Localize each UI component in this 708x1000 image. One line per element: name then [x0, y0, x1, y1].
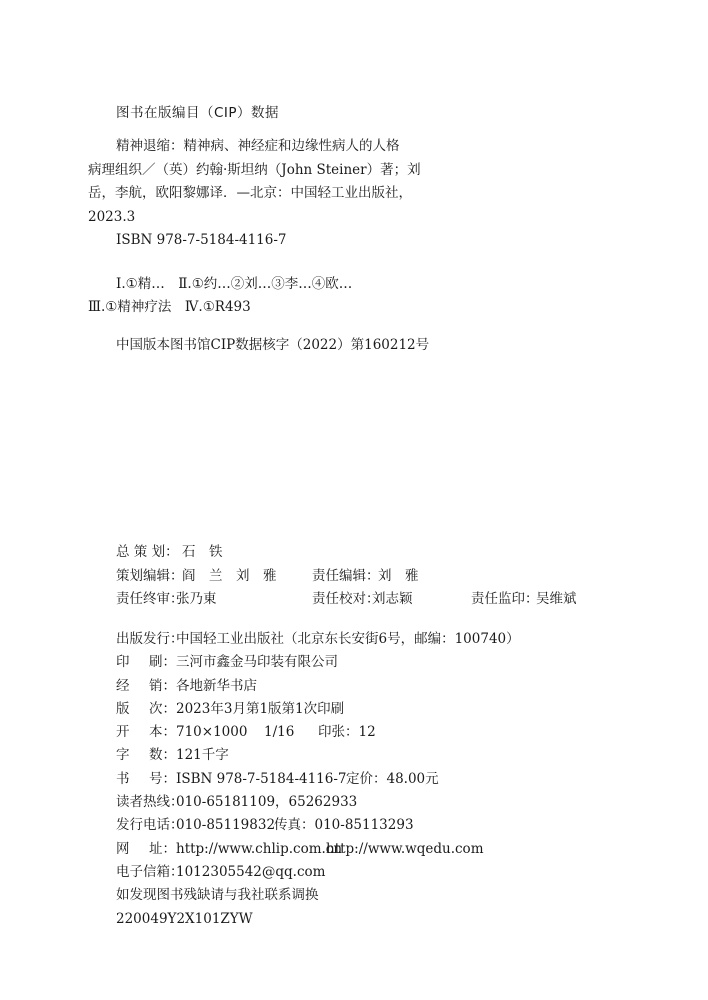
- publisher-label: 出版发行：: [116, 631, 184, 647]
- website-label: 网 址：: [116, 840, 176, 857]
- price-label: 定价：: [346, 770, 387, 787]
- cip-date: 2023.3: [88, 208, 136, 225]
- cip-classification-2: Ⅲ.①精神疗法 Ⅳ.①R493: [88, 299, 251, 315]
- proofread-label: 责任校对：: [312, 591, 380, 607]
- fax-label: 传真：: [274, 817, 315, 834]
- hotline-row: [116, 791, 520, 814]
- product-code: 220049Y2X101ZYW: [116, 910, 253, 927]
- price: 48.00元: [386, 770, 439, 787]
- chief-planner: 石 铁: [182, 544, 223, 560]
- distributor-label: 经 销：: [116, 677, 176, 694]
- cip-isbn: ISBN 978-7-5184-4116-7: [116, 232, 287, 248]
- hotline: 010-65181109，65262933: [176, 794, 358, 811]
- proofread: 刘志颖: [372, 591, 413, 607]
- cip-record: [88, 135, 421, 320]
- print-supervisor-label: 责任监印：: [471, 591, 539, 607]
- responsible-editor: 刘 雅: [378, 567, 419, 584]
- format-size: 710×1000: [176, 724, 248, 741]
- distributor: 各地新华书店: [176, 677, 257, 694]
- chief-planner-label: 总 策 划：: [116, 544, 179, 560]
- sales-phone-row: [116, 814, 520, 837]
- planning-editor: 阎 兰 刘 雅: [182, 567, 277, 584]
- cip-line: 病理组织／（英）约翰·斯坦纳（John Steiner）著；刘: [88, 161, 421, 178]
- sales-phone: 010-85119832: [176, 817, 276, 834]
- sheets: 12: [358, 724, 376, 741]
- hotline-label: 读者热线：: [116, 794, 184, 811]
- final-review: 张乃東: [176, 591, 217, 607]
- cip-line: 岳，李航，欧阳黎娜译．—北京：中国轻工业出版社，: [88, 185, 412, 201]
- sales-phone-label: 发行电话：: [116, 817, 184, 834]
- distributor-row: [116, 675, 520, 698]
- cip-classification-1: Ⅰ.①精… Ⅱ.①约…②刘…③李…④欧…: [116, 275, 353, 292]
- website-link-2[interactable]: http://www.wqedu.com: [326, 840, 484, 857]
- format-label: 开 本：: [116, 724, 176, 741]
- publication-details: [116, 628, 520, 931]
- email-label: 电子信箱：: [116, 863, 184, 880]
- email[interactable]: 1012305542@qq.com: [176, 863, 326, 880]
- isbn-label: 书 号：: [116, 770, 176, 787]
- isbn: ISBN 978-7-5184-4116-7: [176, 770, 347, 787]
- planning-editor-label: 策划编辑：: [116, 567, 184, 584]
- publisher: 中国轻工业出版社（北京东长安街6号，邮编：100740）: [176, 631, 520, 647]
- cip-title-line: 精神退缩：精神病、神经症和边缘性病人的人格: [116, 138, 400, 154]
- words-label: 字 数：: [116, 747, 176, 764]
- printer-label: 印 刷：: [116, 654, 176, 671]
- words: 121千字: [176, 747, 229, 764]
- publisher-row: [116, 628, 520, 651]
- final-review-label: 责任终审：: [116, 591, 184, 607]
- sheets-label: 印张：: [318, 724, 359, 741]
- isbn-row: [116, 768, 520, 791]
- edition: 2023年3月第1版第1次印刷: [176, 700, 345, 717]
- cip-heading: 图书在版编目（CIP）数据: [116, 105, 280, 121]
- words-row: [116, 744, 520, 767]
- printer-row: [116, 651, 520, 674]
- notice: 如发现图书残缺请与我社联系调换: [116, 887, 319, 904]
- edition-label: 版 次：: [116, 700, 176, 717]
- format-ratio: 1/16: [264, 724, 295, 741]
- cip-number: 中国版本图书馆CIP数据核字（2022）第160212号: [116, 337, 430, 353]
- email-row: [116, 861, 520, 884]
- fax: 010-85113293: [314, 817, 414, 834]
- website-link-1[interactable]: http://www.chlip.com.cn: [176, 840, 343, 857]
- website-row: [116, 838, 520, 861]
- printer: 三河市鑫金马印装有限公司: [176, 654, 338, 671]
- edition-row: [116, 698, 520, 721]
- responsible-editor-label: 责任编辑：: [312, 567, 380, 584]
- format-row: [116, 721, 520, 744]
- print-supervisor: 吴维斌: [536, 591, 577, 607]
